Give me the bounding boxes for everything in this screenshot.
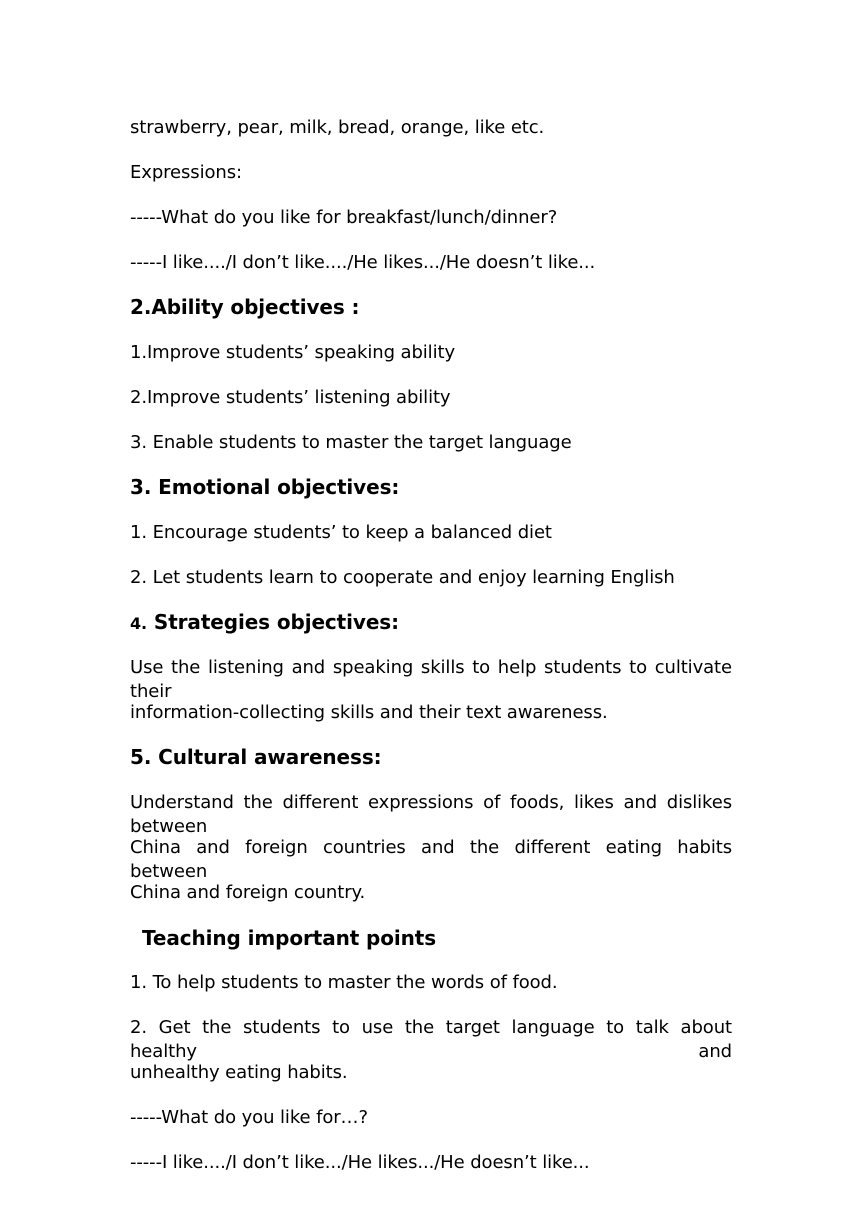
ability-objectives-heading: 2.Ability objectives : xyxy=(130,295,360,319)
emotional-objectives-heading: 3. Emotional objectives: xyxy=(130,475,400,499)
expression-line: -----What do you like for…? xyxy=(130,1107,368,1128)
cultural-paragraph-line: China and foreign country. xyxy=(130,882,366,903)
teaching-point-item: 2. Get the students to use the target language to talk about healthy and xyxy=(130,1017,732,1062)
strategies-paragraph-line: Use the listening and speaking skills to help students to cultivate their xyxy=(130,657,732,702)
emotional-item: 2. Let students learn to cooperate and enjoy learning English xyxy=(130,567,675,588)
emotional-item: 1. Encourage students’ to keep a balanced diet xyxy=(130,522,552,543)
ability-item: 1.Improve students’ speaking ability xyxy=(130,342,455,363)
expression-line: -----What do you like for breakfast/lunch/dinner? xyxy=(130,207,558,228)
strategies-objectives-heading xyxy=(130,609,732,637)
strategies-paragraph-line: information-collecting skills and their text awareness. xyxy=(130,702,608,723)
expression-line: -----I like..../I don’t like..../He likes.../He doesn’t like... xyxy=(130,252,596,273)
heading-text: Strategies objectives: xyxy=(153,610,399,634)
cultural-paragraph-line: China and foreign countries and the different eating habits between xyxy=(130,837,732,882)
cultural-paragraph-line: Understand the different expressions of foods, likes and dislikes between xyxy=(130,792,732,837)
ability-item: 2.Improve students’ listening ability xyxy=(130,387,451,408)
vocabulary-line: strawberry, pear, milk, bread, orange, like etc. xyxy=(130,117,545,138)
expression-line: -----I like..../I don’t like.../He likes.../He doesn’t like... xyxy=(130,1152,590,1173)
cultural-awareness-heading: 5. Cultural awareness: xyxy=(130,745,382,769)
heading-number: 4. xyxy=(130,614,148,633)
teaching-point-item-continued: unhealthy eating habits. xyxy=(130,1062,348,1083)
expressions-label: Expressions: xyxy=(130,162,242,183)
teaching-important-points-heading: Teaching important points xyxy=(142,926,437,950)
ability-item: 3. Enable students to master the target language xyxy=(130,432,572,453)
teaching-point-item: 1. To help students to master the words of food. xyxy=(130,972,558,993)
